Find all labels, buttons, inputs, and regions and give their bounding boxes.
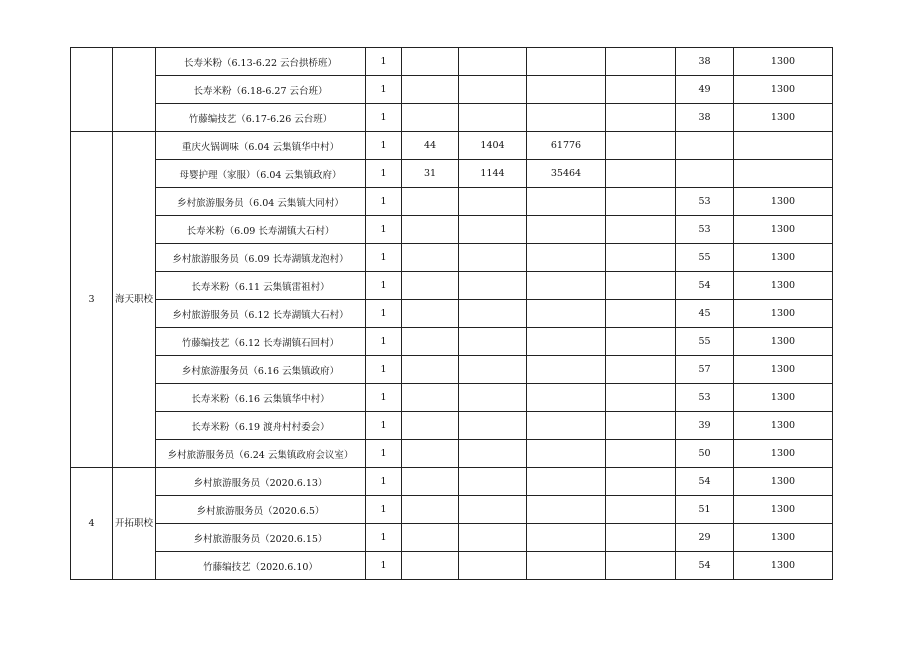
- cell-c5: [459, 412, 527, 440]
- classes-cell: 1: [366, 272, 402, 300]
- classes-cell: 1: [366, 496, 402, 524]
- cell-c4: [402, 356, 459, 384]
- cell-c4: [402, 76, 459, 104]
- table-row: [71, 412, 833, 440]
- cell-c9: [734, 160, 833, 188]
- cell-c7: [606, 356, 676, 384]
- classes-cell: 1: [366, 244, 402, 272]
- table-row: [71, 216, 833, 244]
- course-cell: 乡村旅游服务员（6.09 长寿湖镇龙泡村）: [156, 244, 366, 272]
- course-cell: 竹藤编技艺（6.17-6.26 云台班）: [156, 104, 366, 132]
- cell-c4: [402, 272, 459, 300]
- table-row: [71, 328, 833, 356]
- cell-c7: [606, 160, 676, 188]
- cell-c5: [459, 216, 527, 244]
- cell-c8: 54: [676, 552, 734, 580]
- cell-c9: 1300: [734, 272, 833, 300]
- cell-c6: [527, 272, 606, 300]
- cell-c7: [606, 524, 676, 552]
- course-cell: 长寿米粉（6.19 渡舟村村委会）: [156, 412, 366, 440]
- cell-c6: [527, 524, 606, 552]
- cell-c5: [459, 468, 527, 496]
- table-row: [71, 272, 833, 300]
- course-cell: 乡村旅游服务员（6.04 云集镇大同村）: [156, 188, 366, 216]
- cell-c6: [527, 188, 606, 216]
- cell-c8: 54: [676, 468, 734, 496]
- course-cell: 乡村旅游服务员（2020.6.13）: [156, 468, 366, 496]
- cell-c6: [527, 216, 606, 244]
- cell-c9: 1300: [734, 76, 833, 104]
- table-row: [71, 244, 833, 272]
- training-table: [70, 47, 833, 580]
- cell-c9: 1300: [734, 216, 833, 244]
- seq-cell: 4: [71, 468, 113, 580]
- cell-c5: [459, 524, 527, 552]
- classes-cell: 1: [366, 412, 402, 440]
- table-row: [71, 76, 833, 104]
- classes-cell: 1: [366, 76, 402, 104]
- cell-c5: [459, 188, 527, 216]
- course-cell: 长寿米粉（6.18-6.27 云台班）: [156, 76, 366, 104]
- cell-c7: [606, 440, 676, 468]
- cell-c4: [402, 216, 459, 244]
- cell-c7: [606, 244, 676, 272]
- classes-cell: 1: [366, 524, 402, 552]
- cell-c4: [402, 328, 459, 356]
- cell-c8: 38: [676, 104, 734, 132]
- cell-c6: [527, 244, 606, 272]
- table-row: [71, 496, 833, 524]
- cell-c8: 57: [676, 356, 734, 384]
- classes-cell: 1: [366, 104, 402, 132]
- cell-c4: [402, 384, 459, 412]
- cell-c5: [459, 272, 527, 300]
- cell-c5: [459, 244, 527, 272]
- cell-c8: 54: [676, 272, 734, 300]
- cell-c9: 1300: [734, 412, 833, 440]
- table-row: [71, 552, 833, 580]
- cell-c8: 39: [676, 412, 734, 440]
- unit-cell: [113, 48, 156, 132]
- course-cell: 长寿米粉（6.11 云集镇雷祖村）: [156, 272, 366, 300]
- classes-cell: 1: [366, 468, 402, 496]
- course-cell: 乡村旅游服务员（2020.6.5）: [156, 496, 366, 524]
- table-row: [71, 524, 833, 552]
- table-row: [71, 440, 833, 468]
- cell-c8: 49: [676, 76, 734, 104]
- classes-cell: 1: [366, 48, 402, 76]
- table-row: [71, 356, 833, 384]
- cell-c6: [527, 496, 606, 524]
- cell-c5: [459, 356, 527, 384]
- cell-c9: 1300: [734, 48, 833, 76]
- cell-c6: [527, 328, 606, 356]
- course-cell: 乡村旅游服务员（2020.6.15）: [156, 524, 366, 552]
- cell-c9: 1300: [734, 468, 833, 496]
- cell-c6: [527, 384, 606, 412]
- seq-cell: 3: [71, 132, 113, 468]
- cell-c7: [606, 496, 676, 524]
- classes-cell: 1: [366, 440, 402, 468]
- classes-cell: 1: [366, 356, 402, 384]
- table-row: [71, 468, 833, 496]
- cell-c7: [606, 552, 676, 580]
- cell-c7: [606, 132, 676, 160]
- cell-c6: 35464: [527, 160, 606, 188]
- cell-c4: 44: [402, 132, 459, 160]
- cell-c7: [606, 468, 676, 496]
- cell-c5: [459, 384, 527, 412]
- table-row: [71, 160, 833, 188]
- cell-c9: 1300: [734, 188, 833, 216]
- cell-c7: [606, 272, 676, 300]
- cell-c6: [527, 104, 606, 132]
- cell-c4: 31: [402, 160, 459, 188]
- cell-c7: [606, 216, 676, 244]
- cell-c7: [606, 412, 676, 440]
- course-cell: 乡村旅游服务员（6.24 云集镇政府会议室）: [156, 440, 366, 468]
- cell-c6: [527, 356, 606, 384]
- cell-c4: [402, 412, 459, 440]
- cell-c8: 53: [676, 188, 734, 216]
- cell-c7: [606, 384, 676, 412]
- course-cell: 竹藤编技艺（2020.6.10）: [156, 552, 366, 580]
- unit-cell: 开拓职校: [113, 468, 156, 580]
- course-cell: 长寿米粉（6.16 云集镇华中村）: [156, 384, 366, 412]
- cell-c4: [402, 300, 459, 328]
- classes-cell: 1: [366, 552, 402, 580]
- cell-c4: [402, 552, 459, 580]
- cell-c9: 1300: [734, 496, 833, 524]
- cell-c6: [527, 300, 606, 328]
- cell-c4: [402, 524, 459, 552]
- cell-c7: [606, 104, 676, 132]
- cell-c5: [459, 76, 527, 104]
- cell-c7: [606, 328, 676, 356]
- cell-c4: [402, 440, 459, 468]
- cell-c5: 1144: [459, 160, 527, 188]
- cell-c6: [527, 552, 606, 580]
- course-cell: 乡村旅游服务员（6.16 云集镇政府）: [156, 356, 366, 384]
- cell-c8: 53: [676, 216, 734, 244]
- cell-c6: [527, 412, 606, 440]
- unit-cell: 海天职校: [113, 132, 156, 468]
- cell-c8: 50: [676, 440, 734, 468]
- classes-cell: 1: [366, 160, 402, 188]
- cell-c6: 61776: [527, 132, 606, 160]
- classes-cell: 1: [366, 300, 402, 328]
- cell-c4: [402, 48, 459, 76]
- cell-c6: [527, 48, 606, 76]
- cell-c8: [676, 132, 734, 160]
- cell-c4: [402, 496, 459, 524]
- course-cell: 乡村旅游服务员（6.12 长寿湖镇大石村）: [156, 300, 366, 328]
- cell-c7: [606, 48, 676, 76]
- seq-cell: [71, 48, 113, 132]
- cell-c5: [459, 552, 527, 580]
- cell-c9: 1300: [734, 300, 833, 328]
- cell-c8: 55: [676, 328, 734, 356]
- cell-c8: [676, 160, 734, 188]
- cell-c8: 45: [676, 300, 734, 328]
- cell-c8: 53: [676, 384, 734, 412]
- cell-c5: [459, 104, 527, 132]
- cell-c5: [459, 300, 527, 328]
- classes-cell: 1: [366, 188, 402, 216]
- cell-c8: 29: [676, 524, 734, 552]
- cell-c4: [402, 104, 459, 132]
- classes-cell: 1: [366, 216, 402, 244]
- table-row: [71, 300, 833, 328]
- cell-c6: [527, 440, 606, 468]
- cell-c9: 1300: [734, 104, 833, 132]
- course-cell: 母婴护理（家服）（6.04 云集镇政府）: [156, 160, 366, 188]
- cell-c9: 1300: [734, 244, 833, 272]
- cell-c6: [527, 76, 606, 104]
- classes-cell: 1: [366, 328, 402, 356]
- classes-cell: 1: [366, 384, 402, 412]
- cell-c8: 38: [676, 48, 734, 76]
- cell-c9: 1300: [734, 328, 833, 356]
- cell-c4: [402, 244, 459, 272]
- cell-c9: [734, 132, 833, 160]
- table-row: [71, 188, 833, 216]
- cell-c7: [606, 188, 676, 216]
- cell-c5: [459, 440, 527, 468]
- cell-c9: 1300: [734, 552, 833, 580]
- cell-c5: [459, 328, 527, 356]
- table-row: [71, 48, 833, 76]
- course-cell: 长寿米粉（6.09 长寿湖镇大石村）: [156, 216, 366, 244]
- course-cell: 重庆火锅调味（6.04 云集镇华中村）: [156, 132, 366, 160]
- cell-c8: 55: [676, 244, 734, 272]
- cell-c5: 1404: [459, 132, 527, 160]
- cell-c5: [459, 496, 527, 524]
- cell-c6: [527, 468, 606, 496]
- cell-c9: 1300: [734, 356, 833, 384]
- cell-c4: [402, 468, 459, 496]
- cell-c8: 51: [676, 496, 734, 524]
- table-row: [71, 104, 833, 132]
- table-row: [71, 384, 833, 412]
- table-row: [71, 132, 833, 160]
- cell-c7: [606, 300, 676, 328]
- cell-c9: 1300: [734, 384, 833, 412]
- classes-cell: 1: [366, 132, 402, 160]
- course-cell: 长寿米粉（6.13-6.22 云台拱桥班）: [156, 48, 366, 76]
- cell-c9: 1300: [734, 524, 833, 552]
- cell-c7: [606, 76, 676, 104]
- course-cell: 竹藤编技艺（6.12 长寿湖镇石回村）: [156, 328, 366, 356]
- cell-c5: [459, 48, 527, 76]
- cell-c4: [402, 188, 459, 216]
- cell-c9: 1300: [734, 440, 833, 468]
- table-body: [71, 48, 833, 580]
